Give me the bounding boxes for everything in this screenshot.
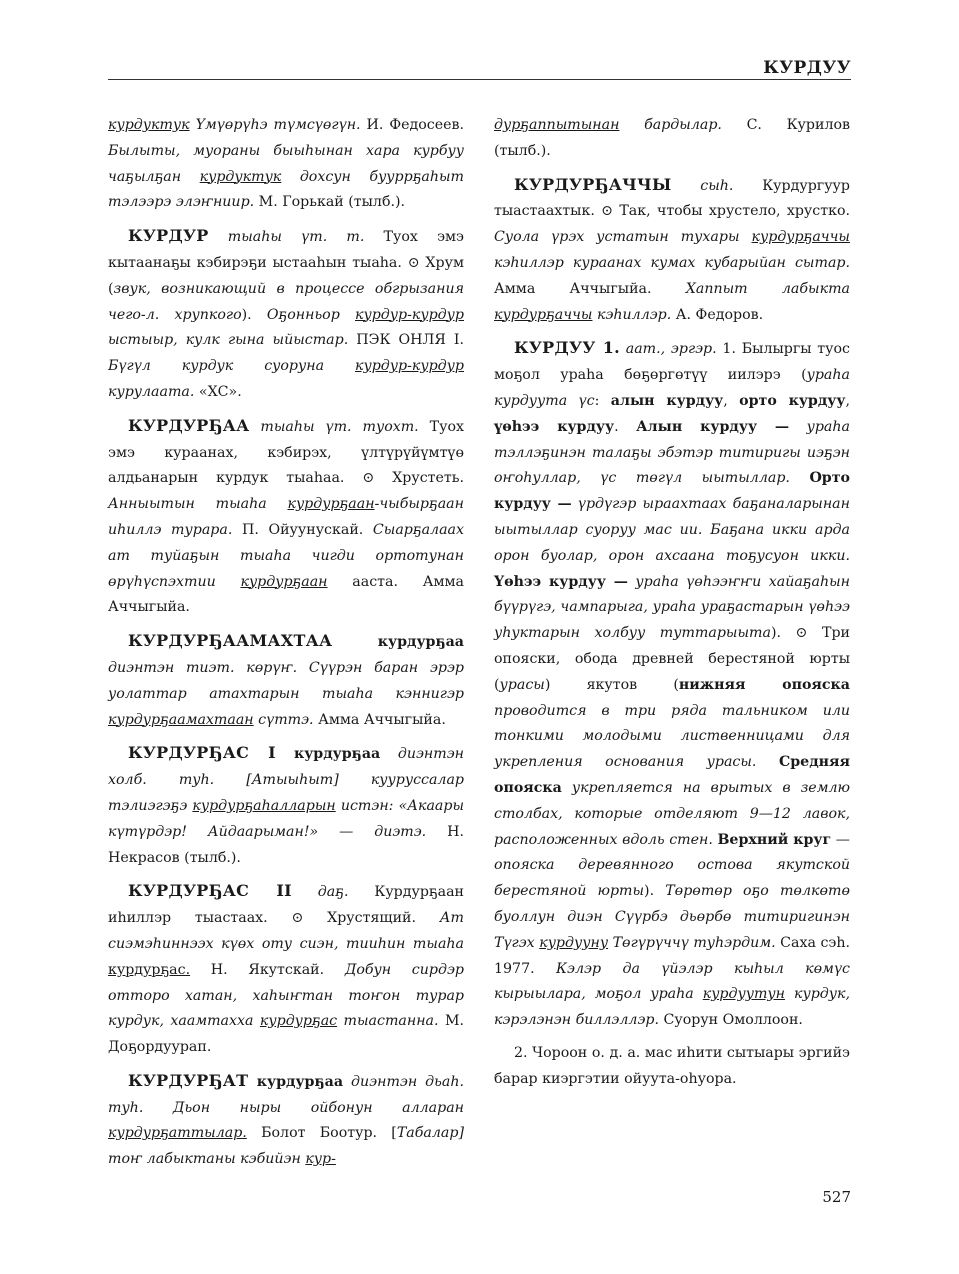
- entry-kurdurgaamakhtaa: КУРДУРҔААМАХТАА курдурҕаа диэнтэн тиэт. көрүҥ. Сүүрэн баран эрэр уолаттар атахтарын тыаһа кэннигэр курдурҕаамахтаан сүттэ. Амма Аччыгыйа.: [108, 631, 464, 728]
- entry-kurdurgat: КУРДУРҔАТ курдурҕаа диэнтэн дьаһ. туһ. Дьон ныры ойбонун алларан курдурҕаттылар. Болот Боотур. [Табалар] тоҥ лабыктаны кэбийэн кур-: [108, 1070, 465, 1168]
- right-column: [494, 113, 850, 1099]
- entry-kurdurgas-2: КУРДУРҔАС II даҕ. Курдурҕаан иһиллэр тыастаах. ⊙ Хрустящий. Ат сиэмэһиннээх күөх оту сиэн, тииһин тыаһа курдурҕас. Н. Якутскай. Добун сирдэр отторо хатан, хаһыҥтан тоҥон турар курдук, хаамтахха курдурҕас тыастанна. М. Доҕордуурап.: [108, 881, 464, 1056]
- running-head: КУРДУУ: [763, 58, 851, 78]
- entry-kurduu-sense-2: 2. Чороон о. д. а. мас иһити сытыары эргийэ барар киэргэтии ойуута-оһуора.: [494, 1044, 850, 1087]
- page-number: 527: [822, 1188, 851, 1206]
- entry-continuation: дурҕаппытынан бардылар. С. Курилов (тылб.).: [494, 117, 850, 159]
- entry-continuation: курдуктук Үмүөрүһэ түмсүөгүн. И. Федосеев. Былыты, муораны быыһынан хара курбуу чаҕылҕан курдуктук дохсун бууррҕаһыт тэлээрэ элэҥниир. М. Горькай (тылб.).: [108, 117, 465, 211]
- entry-kurduu-1: КУРДУУ 1. аат., эргэр. 1. Былыргы туос моҕол ураһа бөҕөргөтүү иилэрэ (ураһа курдуута үс: алын курдуу, орто курдуу, үөһээ курдуу. Алын курдуу — ураһа тэллэҕинэн талаҕы эбэтэр титиригы иэҕэн оҥоһуллар, үс төгүл ыытыллар. Орто курдуу — үрдүгэр ыраахтаах баҕаналарынан ыытыллар суоруу мас ии. Баҕана икки арда орон буолар, орон ахсаана тоҕусуон икки. Үөһээ курдуу — ураһа үөһээҥҥи хайаҕаһын бүүрүгэ, чампарыга, ураһа ураҕастарын үөһээ уһуктарын холбуу туттарыыта). ⊙ Три опояски, обода древней берестяной юрты (урасы) якутов (нижняя опояска проводится в три ряда тальником или тонкими молодыми лиственницами для укрепления основания урасы. Средняя опояска укрепляется на врытых в землю столбах, которые отделяют 9—12 лавок, расположенных вдоль стен. Верхний круг — опояска деревянного остова якутской берестяной юрты). Төрөтөр оҕо төлкөтө буоллун диэн Сүүрбэ дьөрбө титиригинэн Түгэх курдууну Төгүрүччү туһэрдим. Саха сэһ. 1977. Кэлэр да үйэлэр кыһыл көмүс кырыылара, моҕол ураһа курдуутун курдук, кэрэлэнэн биллэллэр. Суорун Омоллоон.: [494, 338, 851, 1029]
- left-column: [108, 113, 464, 1180]
- entry-kurdurgas-1: КУРДУРҔАС I курдурҕаа диэнтэн холб. туһ. [Атыыһыт] куурусcалар тэлиэгэҕэ курдурҕаһалларын истэн: «Акаары күтүрдэр! Айдаарыман!» — диэтэ. Н. Некрасов (тылб.).: [108, 743, 465, 866]
- entry-kurdurgaa: КУРДУРҔАА тыаһы үт. туохт. Туох эмэ кураанах, кэбирэх, үлтүрүйүмтүө алдьанарын курдук тыаһаа. ⊙ Хрустеть. Анныытын тыаһа курдурҕаан-чыбырҕаан иһиллэ турара. П. Ойуунускай. Сыарҕалаах ат туйаҕын тыаһа чигди ортотунан өрүһүспэхтии курдурҕаан ааста. Амма Аччыгыйа.: [108, 415, 464, 616]
- entry-kurdur: КУРДУР тыаһы үт. т. Туох эмэ кытаанаҕы кэбирэҕи ыстааһын тыаһа. ⊙ Хрум (звук, возникающий в процессе обгрызания чего-л. хрупкого). Оҕонньор курдур-курдур ыстыыр, кулк гына ыйыстар. ПЭК ОНЛЯ I. Бүгүл курдук суоруна курдур-курдур курулаата. «ХС».: [108, 226, 464, 400]
- entry-kurdurgachchy: КУРДУРҔАЧЧЫ сыһ. Курдургуур тыастаахтык. ⊙ Так, чтобы хрустело, хрустко. Суола үрэх устатын тухары курдурҕаччы кэһиллэр кураанах кумах кубарыйан сытар. Амма Аччыгыйа. Хаппыт лабыкта курдурҕаччы кэһиллэр. А. Федоров.: [494, 174, 850, 323]
- header-rule: [108, 79, 851, 80]
